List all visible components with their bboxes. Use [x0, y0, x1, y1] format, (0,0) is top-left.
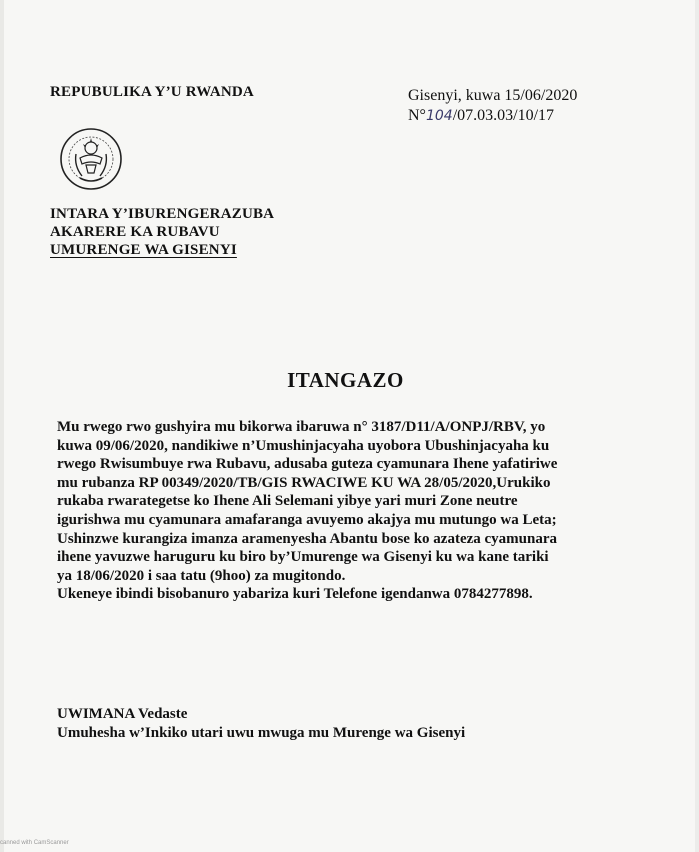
ref-suffix: /07.03.03/10/17 — [452, 107, 555, 124]
scan-edge-right — [695, 0, 699, 852]
ref-prefix: N° — [408, 107, 426, 124]
body-line: Ukeneye ibindi bisobanuro yabariza kuri Telefone igendanwa 0784277898. — [57, 586, 533, 603]
scan-edge-left — [0, 0, 4, 852]
body-line: ya 18/06/2020 i saa tatu (9hoo) za mugitondo. — [57, 567, 346, 584]
body-line: kuwa 09/06/2020, nandikiwe n’Umushinjacyaha uyobora Ubushinjacyaha ku — [57, 437, 550, 454]
body-line: rukaba rwarategetse ko Ihene Ali Selemani yibye yari muri Zone neutre — [57, 493, 518, 510]
reference-number — [408, 106, 577, 126]
administration-block — [50, 205, 274, 259]
sector-line: UMURENGE WA GISENYI — [50, 242, 237, 258]
place-date: Gisenyi, kuwa 15/06/2020 — [408, 87, 578, 104]
title-text: ITANGAZO — [287, 368, 404, 392]
district-line: AKARERE KA RUBAVU — [50, 224, 220, 240]
body-line: Ushinzwe kurangiza imanza aramenyesha Abantu bose ko azateza cyamunara — [57, 530, 558, 547]
ref-handwritten: 104 — [425, 108, 453, 124]
country-heading: REPUBULIKA Y’U RWANDA — [50, 84, 254, 100]
rwanda-coat-of-arms-icon — [56, 124, 126, 194]
body-line: ihene yavuzwe haruguru ku biro by’Umurenge wa Gisenyi ku wa kane tariki — [57, 549, 549, 566]
signature-block — [57, 705, 465, 743]
announcement-body — [57, 418, 657, 604]
signatory-name: UWIMANA Vedaste — [57, 706, 188, 722]
page-title — [0, 368, 699, 393]
body-line: igurishwa mu cyamunara amafaranga avuyemo akajya mu mutungo wa Leta; — [57, 511, 557, 528]
body-line: mu rubanza RP 00349/2020/TB/GIS RWACIWE KU WA 28/05/2020,Urukiko — [57, 474, 551, 491]
province-line: INTARA Y’IBURENGERAZUBA — [50, 206, 275, 222]
signatory-role: Umuhesha w’Inkiko utari uwu mwuga mu Murenge wa Gisenyi — [57, 725, 466, 741]
scanner-watermark: canned with CamScanner — [0, 840, 69, 846]
body-line: rwego Rwisumbuye rwa Rubavu, adusaba guteza cyamunara Ihene yafatiriwe — [57, 456, 558, 473]
body-line: Mu rwego rwo gushyira mu bikorwa ibaruwa n° 3187/D11/A/ONPJ/RBV, yo — [57, 419, 546, 435]
place-date-block — [408, 86, 577, 126]
